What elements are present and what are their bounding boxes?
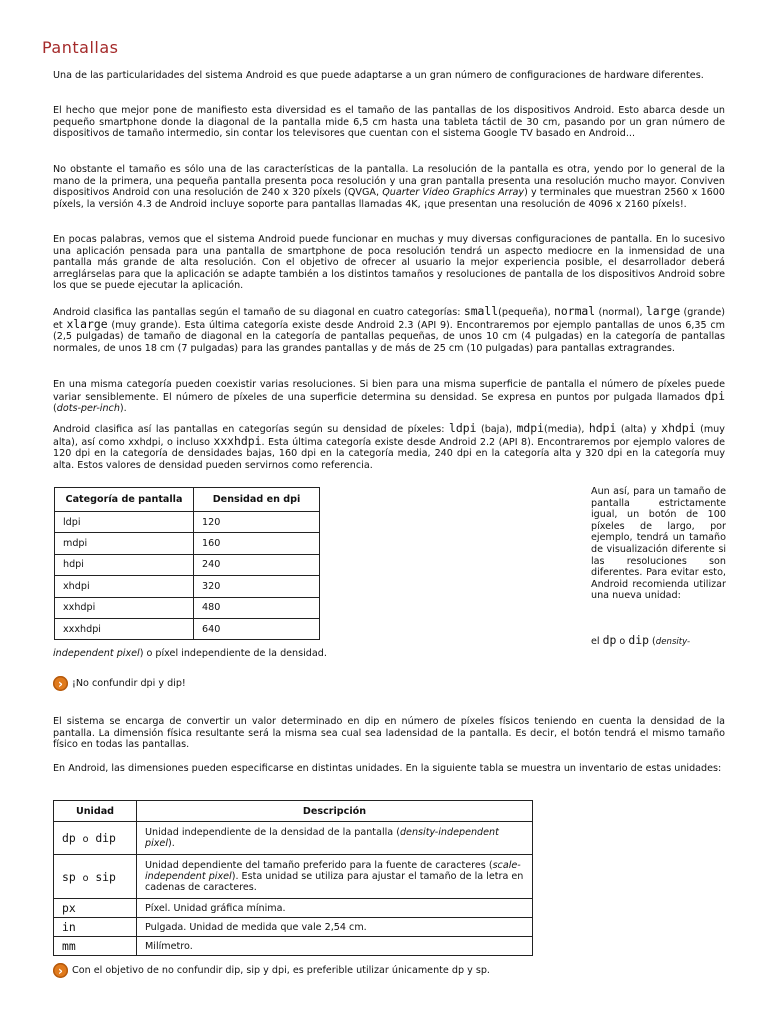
- paragraph-density-categories: Android clasifica así las pantallas en categorías según su densidad de píxeles: ldpi (baja), mdpi(media), hdpi (alta) y xhdpi (muy alta), así como xxhdpi, o incluso xxxhdpi. Esta última categoría existe desde Android 2.2 (API 8). Encontraremos por ejemplo valores de 120 dpi en la categoría de densidades bajas, 160 dpi en la categoría media, 240 dpi en la categoría alta y 320 dpi en la categoría muy alta. Estos valores de densidad pueden servirnos como referencia.: [53, 421, 726, 471]
- paragraph-units-intro: En Android, las dimensiones pueden especificarse en distintas unidades. En la siguiente tabla se muestra un inventario de estas unidades:: [53, 763, 722, 774]
- description-cell: Pulgada. Unidad de medida que vale 2,54 cm.: [137, 918, 533, 937]
- description-cell: Unidad independiente de la densidad de la pantalla (density-independent pixel).: [137, 822, 533, 855]
- arrow-circle-icon: ›: [53, 676, 68, 691]
- table-row: [55, 618, 320, 639]
- table-header-row: [55, 488, 320, 512]
- density-paragraph-tail: independent pixel) o píxel independiente de la densidad.: [53, 648, 327, 659]
- table-cell: ldpi: [55, 512, 194, 533]
- arrow-circle-icon: ›: [53, 963, 68, 978]
- table-cell: 480: [194, 597, 320, 618]
- tip-text: ¡No confundir dpi y dip!: [72, 678, 186, 689]
- table-cell: 120: [194, 512, 320, 533]
- paragraph-resolution: No obstante el tamaño es sólo una de las características de la pantalla. La resolución de la pantalla es otra, yendo por lo general de la mano de la primera, una pequeña pantalla presenta poca resolución y una gran pantalla presenta una resolución mucho mayor. Conviven dispositivos Android con una resolución de 240 x 320 píxels (QVGA, Quarter Video Graphics Array) y terminales que muestran 2560 x 1600 píxels, la versión 4.3 de Android incluye soporte para pantallas llamadas 4K, ¡que presentan una resolución de 4096 x 2160 píxels!.: [53, 164, 725, 210]
- table-row: [55, 554, 320, 575]
- tip-text: Con el objetivo de no confundir dip, sip y dpi, es preferible utilizar únicamente dp y sp.: [72, 965, 490, 976]
- table-cell: 240: [194, 554, 320, 575]
- table-cell: xxhdpi: [55, 597, 194, 618]
- table-row: [54, 937, 533, 956]
- description-cell: Píxel. Unidad gráfica mínima.: [137, 899, 533, 918]
- table-header-row: [54, 801, 533, 822]
- unit-cell: dp o dip: [54, 822, 137, 855]
- paragraph-size-categories: Android clasifica las pantallas según el tamaño de su diagonal en cuatro categorías: small(pequeña), normal (normal), large (grande) et xlarge (muy grande). Esta última categoría existe desde Android 2.3 (API 9). Encontraremos por ejemplo pantallas de unos 6,35 cm (2,5 pulgadas) de tamaño de diagonal en la categoría de pantallas pequeñas, de unos 10 cm (4 pulgadas) en la categoría de pantallas normales, de unos 18 cm (7 pulgadas) para las grandes pantallas y de más de 25 cm (10 pulgadas) para pantallas extragrandes.: [53, 304, 725, 354]
- table-cell: hdpi: [55, 554, 194, 575]
- table-header-cell: Unidad: [54, 801, 137, 822]
- table-cell: 320: [194, 576, 320, 597]
- table-cell: xhdpi: [55, 576, 194, 597]
- table-row: [54, 855, 533, 899]
- table-header-cell: Categoría de pantalla: [55, 488, 194, 512]
- table-row: [55, 533, 320, 554]
- table-row: [55, 597, 320, 618]
- density-table: [54, 487, 320, 640]
- table-row: [54, 918, 533, 937]
- page-title: Pantallas: [42, 38, 119, 57]
- table-header-cell: Densidad en dpi: [194, 488, 320, 512]
- tip-note: [53, 963, 490, 978]
- table-cell: xxxhdpi: [55, 618, 194, 639]
- paragraph-configurations: En pocas palabras, vemos que el sistema Android puede funcionar en muchas y muy diversas configuraciones de pantalla. En lo sucesivo una aplicación pensada para una pantalla de smartphone de poca resolución tendrá un aspecto mediocre en la inmensidad de una pantalla más grande de alta resolución. Con el objetivo de ofrecer al usuario la mejor experiencia posible, el desarrollador deberá arreglárselas para que la aplicación se adapte también a los distintos tamaños y resoluciones de pantalla de los dispositivos Android sobre los que se puede ejecutar la aplicación.: [53, 234, 725, 292]
- paragraph-screen-sizes: El hecho que mejor pone de manifiesto esta diversidad es el tamaño de las pantallas de los dispositivos Android. Esto abarca desde un pequeño smartphone donde la diagonal de la pantalla mide 6,5 cm hasta una tableta táctil de 30 cm, pasando por un gran número de dispositivos de tamaño intermedio, sin contar los televisores que cuentan con el sistema Google TV basado en Android...: [53, 105, 725, 140]
- unit-cell: mm: [54, 937, 137, 956]
- unit-cell: in: [54, 918, 137, 937]
- unit-cell: sp o sip: [54, 855, 137, 899]
- side-paragraph-tail: el dp o dip (density-: [591, 633, 691, 647]
- table-row: [55, 576, 320, 597]
- tip-note: [53, 676, 186, 691]
- units-table: [53, 800, 533, 956]
- table-row: [54, 899, 533, 918]
- table-cell: mdpi: [55, 533, 194, 554]
- description-cell: Unidad dependiente del tamaño preferido para la fuente de caracteres (scale-independent pixel). Esta unidad se utiliza para ajustar el tamaño de la letra en cadenas de caracteres.: [137, 855, 533, 899]
- paragraph-dip-conversion: El sistema se encarga de convertir un valor determinado en dip en número de píxeles físicos teniendo en cuenta la densidad de la pantalla. La dimensión física resultante será la misma sea cual sea ladensidad de la pantalla. Es decir, el botón tendrá el mismo tamaño físico en todas las pantallas.: [53, 716, 725, 751]
- side-paragraph: Aun así, para un tamaño de pantalla estrictamente igual, un botón de 100 píxeles de largo, por ejemplo, tendrá un tamaño de visualización diferente si las resoluciones son diferentes. Para evitar esto, Android recomienda utilizar una nueva unidad:: [591, 486, 726, 602]
- table-cell: 640: [194, 618, 320, 639]
- description-cell: Milímetro.: [137, 937, 533, 956]
- table-row: [54, 822, 533, 855]
- unit-cell: px: [54, 899, 137, 918]
- table-row: [55, 512, 320, 533]
- paragraph-intro: Una de las particularidades del sistema Android es que puede adaptarse a un gran número de configuraciones de hardware diferentes.: [53, 70, 704, 81]
- table-cell: 160: [194, 533, 320, 554]
- paragraph-density: En una misma categoría pueden coexistir varias resoluciones. Si bien para una misma superficie de pantalla el número de píxeles puede variar sensiblemente. El número de píxeles de una superficie determina su densidad. Se expresa en puntos por pulgada llamados dpi (dots-per-inch).: [53, 379, 725, 415]
- table-header-cell: Descripción: [137, 801, 533, 822]
